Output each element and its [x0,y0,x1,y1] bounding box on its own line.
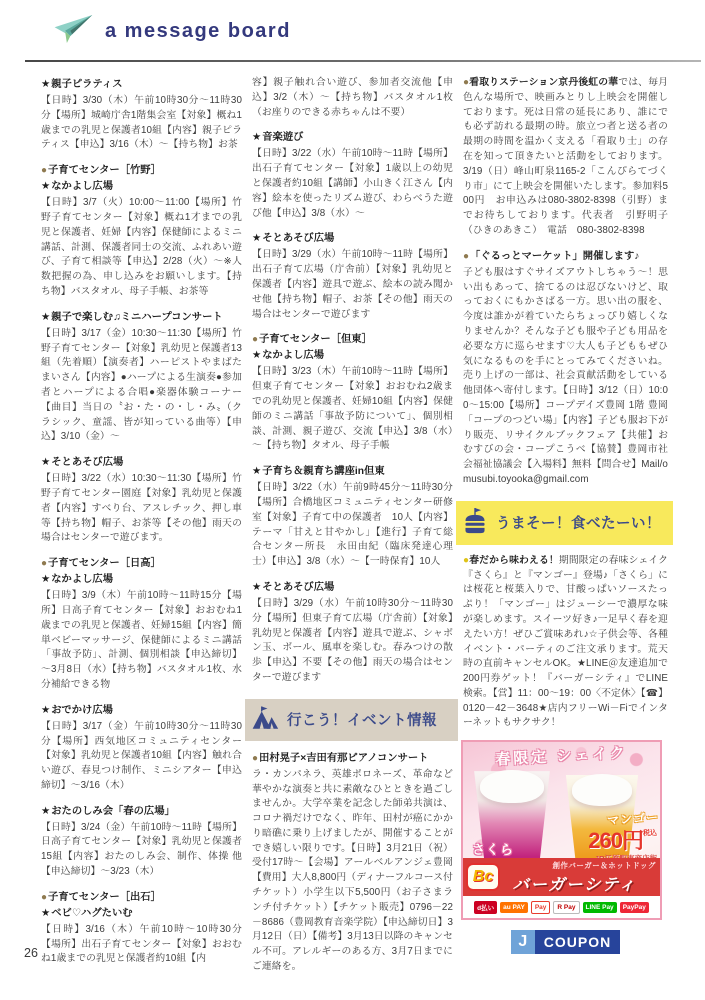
heading-text: 子育ち＆親育ち講座in但東 [262,466,385,478]
body-text: 容】親子触れ合い遊び、参加者交流他【申込】3/2（木）～【持ち物】バスタオル1枚（お座りのできる赤ちゃんは不要） [252,77,453,118]
heading-bebihug [41,907,242,921]
bullet-icon: ● [41,558,48,570]
banner-label: 行こう！イベント情報 [287,713,437,730]
heading-center-takeno [41,164,242,178]
heading-harp-concert [41,311,242,325]
body-text: 子ども服はすぐサイズアウトしちゃう～！思い出もあって、捨てるのは忍びないけど、取っておくにもかさばる一方。思い出の服を、今度は誰かが着ていたらちょっぴり嬉しくなりませんか？そんな子ども服や子ども用品を必要な方に巡らせます♡大人も子どももぜひ気になるものを手にとってみてくださいね。売り上げの一部は、社会貢献活動をしている他団体へ寄付します。【日時】3/12（日）10:00～15:00【場所】コープデイズ豊岡 1階 豊岡「コープのつどい場」【内容】子ども服お下がり販売、リサイクルブックフェア【共催】おむすびの会・コープこうべ【協賛】豊岡市社会福祉協議会【入場料】無料【問合せ】Mail/omusubi.toyooka@gmail.com [463,266,668,485]
payment-badge: d払い [474,901,497,914]
shop-name: バーガーシティ [512,876,637,895]
star-icon: ★ [252,466,262,478]
paper-airplane-icon [52,13,94,50]
heading-text: 「ぐるっとマーケット」開催します♪ [470,250,640,262]
heading-text: 田村晃子×吉田有那ピアノコンサート [259,752,429,764]
bullet-icon: ● [41,165,48,177]
tent-icon [251,705,279,735]
burger-icon [462,507,488,539]
heading-gurutto-market [463,250,668,264]
shop-tagline: 創作バーガー＆ホットドッグ [552,861,656,871]
heading-sotoasobi-tanto [252,581,453,595]
ad-headline: 春限定 シェイク [494,744,629,769]
bullet-icon: ● [41,891,48,903]
bullet-icon: ● [463,77,470,88]
heading-text: 子育てセンター［日高］ [48,558,161,570]
heading-nakayoshi-tanto [252,349,453,363]
payment-methods [463,896,660,918]
star-icon: ★ [41,805,51,817]
heading-ongaku-asobi [252,131,453,145]
heading-kosodachi-koza [252,465,453,479]
heading-text: 親子ピラティス [51,79,123,90]
mitori-station-notice: ●看取りステーション京丹後虹の華では、毎月色んな場所で、映画みとりし上映会を開催しております。死は日常の延長にあり、誰にでも必ず訪れる最期の時。旅立つ者と送る者の最期の時間を温かく支える「看取り士」の存在を知って頂きたいと活動をしております。3/19（日）峰山町泉1165-2「こんぴらてづくり市」にて上映会を開催いたします。参加料500円 お申込みは080-3802-8398（引野）までお待ちしております。代表者 引野明子（ひきのあきこ） 電話 080-3802-8398 [463,77,669,236]
body-text: 【日時】3/17（金）午前10時30分～11時30分【場所】西気地区コミュニティセンター【対象】乳幼児と保護者10組【内容】触れ合い遊び、春見つけ制作、ミニシアター【申込締切】～3/16（木） [41,720,242,791]
payment-badge: Pay [531,901,551,914]
burger-city-logo: Bc [466,863,500,891]
heading-text: ベビ♡ハグたいむ [51,907,133,919]
star-icon: ★ [41,704,51,716]
payment-badge: PayPay [620,902,649,913]
j-coupon-label: COUPON [535,930,620,954]
heading-piano-concert [252,752,453,766]
heading-text: 親子で楽しむ♫ミニハープコンサート [51,311,223,323]
page-title: a message board [105,20,291,42]
heading-sotoasobi-izushi [252,232,453,246]
heading-text: そとあそび広場 [51,457,124,469]
star-icon: ★ [41,79,51,90]
burger-city-ad [461,740,662,920]
heading-center-hidaka [41,557,242,571]
heading-oyako-pilates [41,78,242,92]
star-icon: ★ [41,311,51,323]
body-text: 【日時】3/9（木）午前10時～11時15分【場所】日高子育てセンター【対象】おおむね1歳までの乳児と保護者、妊婦15組【内容】簡単ベビーマッサージ、保健師によるミニ講話「事故予防」、計測、個別相談【申込締切】～3月8日（水）【持ち物】バスタオル1枚、水分補給できる物 [41,590,242,690]
payment-badge: LINE Pay [583,902,617,913]
heading-center-tanto [252,333,453,347]
heading-text: そとあそび広場 [262,233,335,245]
heading-odekake [41,704,242,718]
masthead [52,13,291,50]
body-text: 【日時】3/16（木）午前10時～10時30分【場所】出石子育てセンター【対象】おおむね1歳までの乳児と保護者約10組【内 [41,923,242,965]
event-section-banner [245,699,458,741]
star-icon: ★ [41,181,51,193]
whipped-cream [480,770,543,803]
star-icon: ★ [41,907,51,919]
j-coupon-mark: J [511,930,535,954]
star-icon: ★ [252,581,262,593]
column-left [41,76,252,967]
heading-text: そとあそび広場 [262,581,335,593]
body-text: 【日時】3/22（水）10:30～11:30【場所】竹野子育てセンター園庭【対象】乳幼児と保護者【内容】すべり台、アスレチック、押し車等【持ち物】帽子、お茶等【その他】雨天の場合はセンターで遊びます。 [41,473,242,544]
bullet-icon: ● [463,250,470,262]
heading-nakayoshi-hidaka [41,573,242,587]
price: 260円$^{税込}$ [588,828,657,854]
heading-text: おでかけ広場 [51,704,113,716]
star-icon: ★ [41,574,51,586]
heading-nakayoshi-takeno [41,180,242,194]
j-coupon-logo [511,930,620,954]
body-text: 【日時】3/23（木）午前10時～11時【場所】但東子育てセンター【対象】おおむね2歳までの乳幼児と保護者、妊婦10組【内容】保健師のミニ講話「事故予防について」、個別相談、計測、親子遊び、交流【申込】3/8（水）～【持ち物】タオル、母子手帳 [252,366,453,452]
payment-badge: au PAY [500,902,528,913]
bullet-icon: ● [463,554,470,566]
sakura-label: さくら [472,842,515,858]
body-text: 【日時】3/29（水）午前10時30分～11時30分【場所】但東子育て広場（庁舎前）【対象】乳幼児と保護者【内容】遊具で遊ぶ、シャボン玉、ボール、風車を楽しむ。春みつけの散歩【申込】不要【その他】雨天の場合はセンターで遊びます [252,597,453,683]
body-text: 【日時】3/17（金）10:30～11:30【場所】竹野子育てセンター【対象】乳幼児と保護者13組（先着順）【演奏者】ハーピストやまばた まいさん【内容】●ハープによる生演奏●参加者とハープによる合唱●楽器体験コーナー【曲目】当日の〝お・た・の・し・み〟（クラシック、童謡、皆が知っている曲等）【申込】3/10（金）～ [41,327,252,443]
body-text: 【日時】3/7（火）10:00～11:00【場所】竹野子育てセンター【対象】概ね1才までの乳児と保護者、妊婦【内容】保健師によるミニ講話、計測、保護者同士の交流、ふれあい遊び、子育て相談等【申込】2/28（火）～※人数把握の為、申し込みをお願いします。【持ち物】バスタオル、母子手帳、お茶等 [41,197,242,297]
payment-badge: R Pay [553,901,579,914]
heading-text: 子育てセンター［但東］ [259,334,372,346]
heading-text: なかよし広場 [51,181,114,193]
heading-text: 音楽遊び [262,132,304,144]
heading-text: なかよし広場 [262,350,325,362]
bullet-icon: ● [252,752,259,764]
mango-label: マンゴー [606,810,660,829]
body-text: 【日時】3/29（水）午前10時～11時【場所】出石子育て広場（庁舎前）【対象】乳幼児と保護者【内容】遊具で遊ぶ、絵本の読み聞かせ他【持ち物】帽子、お茶【その他】雨天の場合はセンターで遊びます [252,249,453,320]
heading-otanoshimi [41,805,242,819]
column-right [463,76,668,954]
heading-text: なかよし広場 [51,574,114,586]
bullet-icon: ● [252,334,259,346]
column-middle [252,76,453,975]
star-icon: ★ [252,233,262,245]
shop-banner [463,858,660,896]
star-icon: ★ [41,457,51,469]
body-text: 【日時】3/24（金）午前10時～11時【場所】日高子育てセンター【対象】乳幼児と保護者15組【内容】おたのしみ会、制作、体操 他【申込締切】～3/23（木） [41,821,242,878]
banner-label: うまそー！食べたーい！ [496,516,661,533]
heading-sotoasobi-takeno [41,456,242,470]
page-number: 26 [24,946,38,960]
header-divider [25,60,701,62]
body-text: 【日時】3/22（水）午前10時～11時【場所】出石子育てセンター【対象】1歳以上の幼児と保護者約10組【講師】小山きく江さん【内容】絵本を使ったリズム遊び、わらべうた遊び他【申込】3/8（水）～ [252,148,453,219]
body-text: 【日時】3/22（水）午前9時45分～11時30分【場所】合橋地区コミュニティセンター研修室【対象】子育て中の保護者 10人【内容】テーマ「甘えと甘やかし」【進行】子育て総合センター所長 永田由紀（臨床発達心理士）【申込】3/8（水）～【一時保育】10人 [252,482,453,568]
heading-text: 子育てセンター［出石］ [48,891,161,903]
sakura-shake-photo [468,768,556,864]
star-icon: ★ [252,350,262,362]
body-text: ラ・カンパネラ、英雄ポロネーズ、革命など華やかな演奏と共に素敵なひとときを過ごしませんか。大学卒業を記念した師弟共演は、コロナ禍だけでなく、昨年、田村が癌にかかり暗礁に乗り上げましたが、開催することができ嬉しい限りです。【日時】3月21日（祝）受付17時～【会場】アールベルアンジェ豊岡【費用】大人8,800円（ディナーフルコース付チケット）小学生以下5,500円（お子さまランチ付チケット）【チケット販売】0796－22－8686（豊岡教育音楽学院）【申込締切日】3月12日（日）【備考】3月13日以降のキャンセル不可。アレルギーのある方、3月7日までにご連絡を。 [252,768,454,973]
burger-city-notice: ●春だから味わえる！期間限定の春味シェイク『さくら』と『マンゴー』登場♪「さくら」には桜花と桜葉入りで、甘酸っぱいソースたっぷり！「マンゴー」はジューシーで濃厚な味が楽しめます。スイーツ好き♪一足早く春を迎えたい方！ぜひご賞味あれ♪☆子供会等、各種イベント・パーティのご注文承ります。荒天時の直前キャンセルOK。★LINE＠友達追加で200円券ゲット！『バーガーシティ』でLINE検索。【営】11：00～19：00〈不定休〉【☎】0120－42－3648★店内フリーWi－Fiでインターネットもサクサク！ [463,554,668,729]
star-icon: ★ [252,132,262,144]
heading-text: おたのしみ会「春の広場」 [51,805,175,817]
heading-text: 子育てセンター［竹野］ [48,165,161,177]
food-section-banner [456,501,673,545]
heading-center-izushi [41,891,242,905]
body-text: 【日時】3/30（木）午前10時30分～11時30分【場所】城崎庁舎1階集会室【対象】概ね1歳までの乳児と保護者10組【内容】親子ピラティス【申込】3/16（木）～【持ち物】お茶 [41,95,242,151]
paragraph-lead: 春だから味わえる！ [469,554,559,566]
whipped-cream [572,774,632,805]
paragraph-lead: 看取りステーション京丹後虹の華 [469,77,619,88]
